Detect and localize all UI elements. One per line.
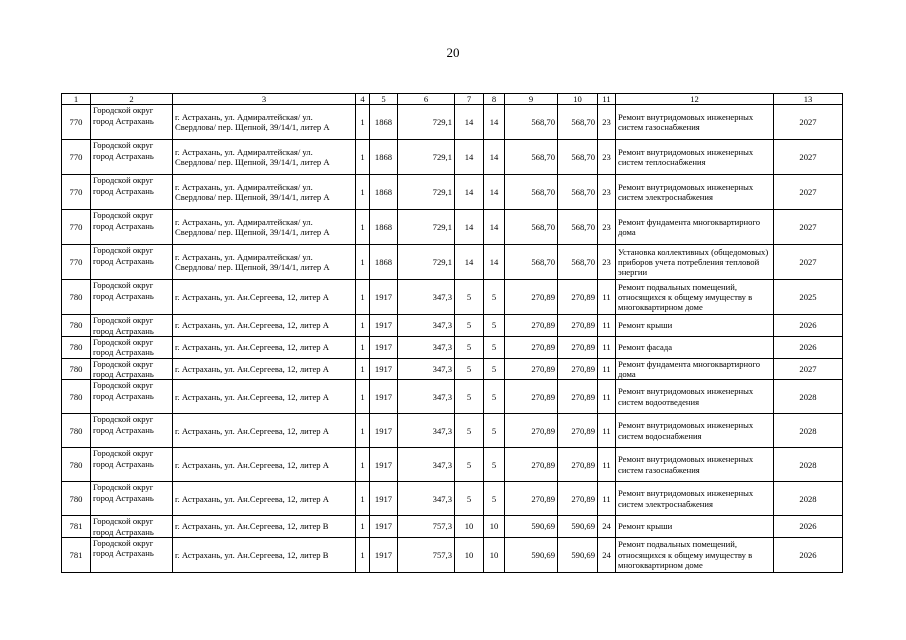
cell-year: 1917 bbox=[370, 516, 398, 538]
table-row bbox=[62, 210, 843, 245]
cell-row-number: 780 bbox=[62, 280, 91, 315]
cell-plan-year: 2027 bbox=[774, 358, 843, 380]
table-header-row bbox=[62, 94, 843, 105]
table-row bbox=[62, 358, 843, 380]
cell-row-number: 780 bbox=[62, 380, 91, 414]
cell-plan-year: 2027 bbox=[774, 140, 843, 175]
cell-address: г. Астрахань, ул. Ан.Сергеева, 12, литер А bbox=[173, 482, 356, 516]
cell-plan-year: 2026 bbox=[774, 516, 843, 538]
cell-work-type: Ремонт фундамента многоквартирного дома bbox=[616, 358, 774, 380]
cell-col11: 23 bbox=[598, 175, 616, 210]
cell-year: 1868 bbox=[370, 210, 398, 245]
cell-col9: 568,70 bbox=[505, 140, 558, 175]
cell-row-number: 770 bbox=[62, 175, 91, 210]
cell-col11: 11 bbox=[598, 482, 616, 516]
cell-col10: 270,89 bbox=[558, 482, 598, 516]
cell-col4: 1 bbox=[356, 245, 370, 280]
cell-col7: 10 bbox=[455, 537, 484, 572]
cell-col11: 11 bbox=[598, 414, 616, 448]
cell-col9: 270,89 bbox=[505, 448, 558, 482]
cell-col4: 1 bbox=[356, 414, 370, 448]
cell-district: Городской округ город Астрахань bbox=[91, 140, 173, 175]
cell-col10: 270,89 bbox=[558, 380, 598, 414]
cell-col7: 5 bbox=[455, 336, 484, 358]
cell-area: 729,1 bbox=[398, 210, 455, 245]
cell-col7: 14 bbox=[455, 105, 484, 140]
cell-address: г. Астрахань, ул. Ан.Сергеева, 12, литер А bbox=[173, 358, 356, 380]
cell-col9: 568,70 bbox=[505, 210, 558, 245]
cell-district: Городской округ город Астрахань bbox=[91, 537, 173, 572]
cell-address: г. Астрахань, ул. Ан.Сергеева, 12, литер А bbox=[173, 315, 356, 337]
cell-area: 347,3 bbox=[398, 482, 455, 516]
cell-col8: 5 bbox=[484, 380, 505, 414]
cell-col9: 590,69 bbox=[505, 537, 558, 572]
cell-plan-year: 2026 bbox=[774, 336, 843, 358]
cell-plan-year: 2027 bbox=[774, 175, 843, 210]
cell-col11: 11 bbox=[598, 380, 616, 414]
cell-work-type: Ремонт фасада bbox=[616, 336, 774, 358]
cell-plan-year: 2028 bbox=[774, 448, 843, 482]
cell-col4: 1 bbox=[356, 482, 370, 516]
column-header: 1 bbox=[62, 94, 91, 105]
cell-col7: 5 bbox=[455, 448, 484, 482]
cell-col8: 5 bbox=[484, 414, 505, 448]
cell-area: 347,3 bbox=[398, 336, 455, 358]
cell-district: Городской округ город Астрахань bbox=[91, 414, 173, 448]
cell-col10: 568,70 bbox=[558, 245, 598, 280]
cell-area: 729,1 bbox=[398, 140, 455, 175]
cell-year: 1868 bbox=[370, 105, 398, 140]
cell-year: 1917 bbox=[370, 358, 398, 380]
cell-col8: 14 bbox=[484, 210, 505, 245]
cell-area: 347,3 bbox=[398, 358, 455, 380]
cell-work-type: Ремонт фундамента многоквартирного дома bbox=[616, 210, 774, 245]
cell-col11: 11 bbox=[598, 358, 616, 380]
cell-work-type: Ремонт подвальных помещений, относящихся к общему имуществу в многоквартирном доме bbox=[616, 537, 774, 572]
cell-col11: 23 bbox=[598, 105, 616, 140]
cell-address: г. Астрахань, ул. Адмиралтейская/ ул. Свердлова/ пер. Щепной, 39/14/1, литер А bbox=[173, 245, 356, 280]
cell-row-number: 780 bbox=[62, 482, 91, 516]
table-row bbox=[62, 482, 843, 516]
cell-col4: 1 bbox=[356, 280, 370, 315]
cell-col7: 5 bbox=[455, 358, 484, 380]
cell-col8: 10 bbox=[484, 516, 505, 538]
cell-col8: 5 bbox=[484, 448, 505, 482]
cell-col8: 5 bbox=[484, 280, 505, 315]
column-header: 6 bbox=[398, 94, 455, 105]
cell-plan-year: 2028 bbox=[774, 380, 843, 414]
table-row bbox=[62, 175, 843, 210]
cell-col9: 270,89 bbox=[505, 358, 558, 380]
cell-district: Городской округ город Астрахань bbox=[91, 280, 173, 315]
cell-plan-year: 2028 bbox=[774, 414, 843, 448]
cell-col8: 10 bbox=[484, 537, 505, 572]
cell-district: Городской округ город Астрахань bbox=[91, 336, 173, 358]
cell-col11: 11 bbox=[598, 448, 616, 482]
cell-work-type: Ремонт крыши bbox=[616, 315, 774, 337]
repair-plan-table bbox=[61, 93, 843, 573]
cell-district: Городской округ город Астрахань bbox=[91, 380, 173, 414]
cell-address: г. Астрахань, ул. Ан.Сергеева, 12, литер А bbox=[173, 414, 356, 448]
cell-col7: 5 bbox=[455, 482, 484, 516]
column-header: 5 bbox=[370, 94, 398, 105]
cell-area: 729,1 bbox=[398, 245, 455, 280]
cell-col7: 14 bbox=[455, 175, 484, 210]
cell-col4: 1 bbox=[356, 336, 370, 358]
column-header: 8 bbox=[484, 94, 505, 105]
cell-district: Городской округ город Астрахань bbox=[91, 448, 173, 482]
cell-col4: 1 bbox=[356, 175, 370, 210]
cell-plan-year: 2027 bbox=[774, 210, 843, 245]
cell-col8: 5 bbox=[484, 315, 505, 337]
cell-district: Городской округ город Астрахань bbox=[91, 482, 173, 516]
cell-row-number: 781 bbox=[62, 516, 91, 538]
cell-col11: 11 bbox=[598, 336, 616, 358]
cell-plan-year: 2027 bbox=[774, 245, 843, 280]
cell-address: г. Астрахань, ул. Адмиралтейская/ ул. Свердлова/ пер. Щепной, 39/14/1, литер А bbox=[173, 175, 356, 210]
cell-area: 347,3 bbox=[398, 414, 455, 448]
cell-work-type: Ремонт крыши bbox=[616, 516, 774, 538]
cell-col7: 14 bbox=[455, 210, 484, 245]
cell-col10: 270,89 bbox=[558, 358, 598, 380]
table-row bbox=[62, 537, 843, 572]
cell-col9: 270,89 bbox=[505, 414, 558, 448]
page-number: 20 bbox=[446, 45, 460, 60]
cell-col9: 270,89 bbox=[505, 482, 558, 516]
cell-col9: 270,89 bbox=[505, 380, 558, 414]
cell-col4: 1 bbox=[356, 380, 370, 414]
cell-col9: 568,70 bbox=[505, 245, 558, 280]
cell-year: 1917 bbox=[370, 448, 398, 482]
cell-col4: 1 bbox=[356, 448, 370, 482]
cell-col4: 1 bbox=[356, 358, 370, 380]
cell-work-type: Ремонт внутридомовых инженерных систем водоотведения bbox=[616, 380, 774, 414]
table-row bbox=[62, 280, 843, 315]
table-row bbox=[62, 105, 843, 140]
table-row bbox=[62, 380, 843, 414]
cell-col4: 1 bbox=[356, 105, 370, 140]
cell-work-type: Ремонт внутридомовых инженерных систем газоснабжения bbox=[616, 105, 774, 140]
cell-district: Городской округ город Астрахань bbox=[91, 105, 173, 140]
cell-plan-year: 2028 bbox=[774, 482, 843, 516]
cell-col10: 270,89 bbox=[558, 315, 598, 337]
cell-work-type: Ремонт подвальных помещений, относящихся к общему имуществу в многоквартирном доме bbox=[616, 280, 774, 315]
cell-col10: 590,69 bbox=[558, 537, 598, 572]
cell-row-number: 780 bbox=[62, 414, 91, 448]
table-row bbox=[62, 140, 843, 175]
column-header: 7 bbox=[455, 94, 484, 105]
column-header: 9 bbox=[505, 94, 558, 105]
cell-year: 1917 bbox=[370, 482, 398, 516]
cell-address: г. Астрахань, ул. Ан.Сергеева, 12, литер В bbox=[173, 516, 356, 538]
table-row bbox=[62, 245, 843, 280]
cell-col7: 5 bbox=[455, 414, 484, 448]
cell-col10: 270,89 bbox=[558, 448, 598, 482]
cell-col9: 568,70 bbox=[505, 105, 558, 140]
cell-work-type: Ремонт внутридомовых инженерных систем водоснабжения bbox=[616, 414, 774, 448]
cell-col7: 14 bbox=[455, 245, 484, 280]
cell-address: г. Астрахань, ул. Адмиралтейская/ ул. Свердлова/ пер. Щепной, 39/14/1, литер А bbox=[173, 210, 356, 245]
cell-col11: 23 bbox=[598, 210, 616, 245]
cell-area: 757,3 bbox=[398, 537, 455, 572]
cell-col10: 270,89 bbox=[558, 336, 598, 358]
column-header: 3 bbox=[173, 94, 356, 105]
cell-col9: 270,89 bbox=[505, 336, 558, 358]
cell-col8: 14 bbox=[484, 245, 505, 280]
cell-year: 1868 bbox=[370, 175, 398, 210]
cell-row-number: 781 bbox=[62, 537, 91, 572]
cell-col11: 11 bbox=[598, 280, 616, 315]
column-header: 13 bbox=[774, 94, 843, 105]
cell-address: г. Астрахань, ул. Ан.Сергеева, 12, литер А bbox=[173, 380, 356, 414]
cell-col8: 5 bbox=[484, 358, 505, 380]
cell-row-number: 770 bbox=[62, 140, 91, 175]
cell-work-type: Установка коллективных (общедомовых) приборов учета потребления тепловой энергии bbox=[616, 245, 774, 280]
cell-col9: 590,69 bbox=[505, 516, 558, 538]
cell-col10: 568,70 bbox=[558, 175, 598, 210]
cell-district: Городской округ город Астрахань bbox=[91, 358, 173, 380]
column-header: 10 bbox=[558, 94, 598, 105]
cell-year: 1917 bbox=[370, 414, 398, 448]
cell-address: г. Астрахань, ул. Ан.Сергеева, 12, литер В bbox=[173, 537, 356, 572]
cell-col10: 568,70 bbox=[558, 210, 598, 245]
cell-work-type: Ремонт внутридомовых инженерных систем электроснабжения bbox=[616, 175, 774, 210]
cell-col4: 1 bbox=[356, 516, 370, 538]
column-header: 12 bbox=[616, 94, 774, 105]
table-row bbox=[62, 414, 843, 448]
cell-district: Городской округ город Астрахань bbox=[91, 516, 173, 538]
cell-address: г. Астрахань, ул. Ан.Сергеева, 12, литер А bbox=[173, 280, 356, 315]
cell-year: 1917 bbox=[370, 537, 398, 572]
cell-col10: 270,89 bbox=[558, 280, 598, 315]
cell-row-number: 780 bbox=[62, 336, 91, 358]
table-row bbox=[62, 448, 843, 482]
cell-col9: 568,70 bbox=[505, 175, 558, 210]
table-row bbox=[62, 315, 843, 337]
cell-address: г. Астрахань, ул. Ан.Сергеева, 12, литер А bbox=[173, 448, 356, 482]
cell-col4: 1 bbox=[356, 537, 370, 572]
cell-district: Городской округ город Астрахань bbox=[91, 210, 173, 245]
cell-col8: 14 bbox=[484, 105, 505, 140]
cell-district: Городской округ город Астрахань bbox=[91, 315, 173, 337]
table-row bbox=[62, 516, 843, 538]
cell-col10: 568,70 bbox=[558, 105, 598, 140]
column-header: 4 bbox=[356, 94, 370, 105]
cell-col8: 14 bbox=[484, 175, 505, 210]
cell-col11: 24 bbox=[598, 537, 616, 572]
cell-area: 347,3 bbox=[398, 448, 455, 482]
cell-year: 1868 bbox=[370, 245, 398, 280]
cell-col11: 23 bbox=[598, 140, 616, 175]
column-header: 11 bbox=[598, 94, 616, 105]
cell-year: 1917 bbox=[370, 280, 398, 315]
cell-plan-year: 2026 bbox=[774, 315, 843, 337]
cell-area: 347,3 bbox=[398, 315, 455, 337]
cell-row-number: 780 bbox=[62, 448, 91, 482]
cell-address: г. Астрахань, ул. Адмиралтейская/ ул. Свердлова/ пер. Щепной, 39/14/1, литер А bbox=[173, 140, 356, 175]
cell-district: Городской округ город Астрахань bbox=[91, 175, 173, 210]
cell-year: 1917 bbox=[370, 315, 398, 337]
cell-col4: 1 bbox=[356, 140, 370, 175]
cell-col11: 24 bbox=[598, 516, 616, 538]
cell-col10: 590,69 bbox=[558, 516, 598, 538]
cell-col7: 5 bbox=[455, 280, 484, 315]
cell-plan-year: 2026 bbox=[774, 537, 843, 572]
cell-area: 729,1 bbox=[398, 105, 455, 140]
cell-col8: 5 bbox=[484, 482, 505, 516]
cell-row-number: 770 bbox=[62, 210, 91, 245]
cell-year: 1917 bbox=[370, 380, 398, 414]
cell-col7: 5 bbox=[455, 380, 484, 414]
cell-col7: 10 bbox=[455, 516, 484, 538]
cell-year: 1868 bbox=[370, 140, 398, 175]
cell-row-number: 770 bbox=[62, 105, 91, 140]
cell-area: 757,3 bbox=[398, 516, 455, 538]
cell-area: 347,3 bbox=[398, 380, 455, 414]
cell-area: 347,3 bbox=[398, 280, 455, 315]
cell-row-number: 780 bbox=[62, 315, 91, 337]
cell-col8: 14 bbox=[484, 140, 505, 175]
cell-col7: 5 bbox=[455, 315, 484, 337]
cell-plan-year: 2027 bbox=[774, 105, 843, 140]
cell-address: г. Астрахань, ул. Ан.Сергеева, 12, литер А bbox=[173, 336, 356, 358]
cell-col4: 1 bbox=[356, 210, 370, 245]
cell-col9: 270,89 bbox=[505, 315, 558, 337]
cell-work-type: Ремонт внутридомовых инженерных систем электроснабжения bbox=[616, 482, 774, 516]
cell-work-type: Ремонт внутридомовых инженерных систем теплоснабжения bbox=[616, 140, 774, 175]
cell-col11: 11 bbox=[598, 315, 616, 337]
cell-plan-year: 2025 bbox=[774, 280, 843, 315]
cell-col11: 23 bbox=[598, 245, 616, 280]
cell-area: 729,1 bbox=[398, 175, 455, 210]
cell-work-type: Ремонт внутридомовых инженерных систем газоснабжения bbox=[616, 448, 774, 482]
cell-district: Городской округ город Астрахань bbox=[91, 245, 173, 280]
cell-row-number: 780 bbox=[62, 358, 91, 380]
cell-col10: 568,70 bbox=[558, 140, 598, 175]
cell-col9: 270,89 bbox=[505, 280, 558, 315]
column-header: 2 bbox=[91, 94, 173, 105]
cell-address: г. Астрахань, ул. Адмиралтейская/ ул. Свердлова/ пер. Щепной, 39/14/1, литер А bbox=[173, 105, 356, 140]
table-row bbox=[62, 336, 843, 358]
cell-col10: 270,89 bbox=[558, 414, 598, 448]
cell-year: 1917 bbox=[370, 336, 398, 358]
cell-col7: 14 bbox=[455, 140, 484, 175]
cell-row-number: 770 bbox=[62, 245, 91, 280]
cell-col4: 1 bbox=[356, 315, 370, 337]
cell-col8: 5 bbox=[484, 336, 505, 358]
